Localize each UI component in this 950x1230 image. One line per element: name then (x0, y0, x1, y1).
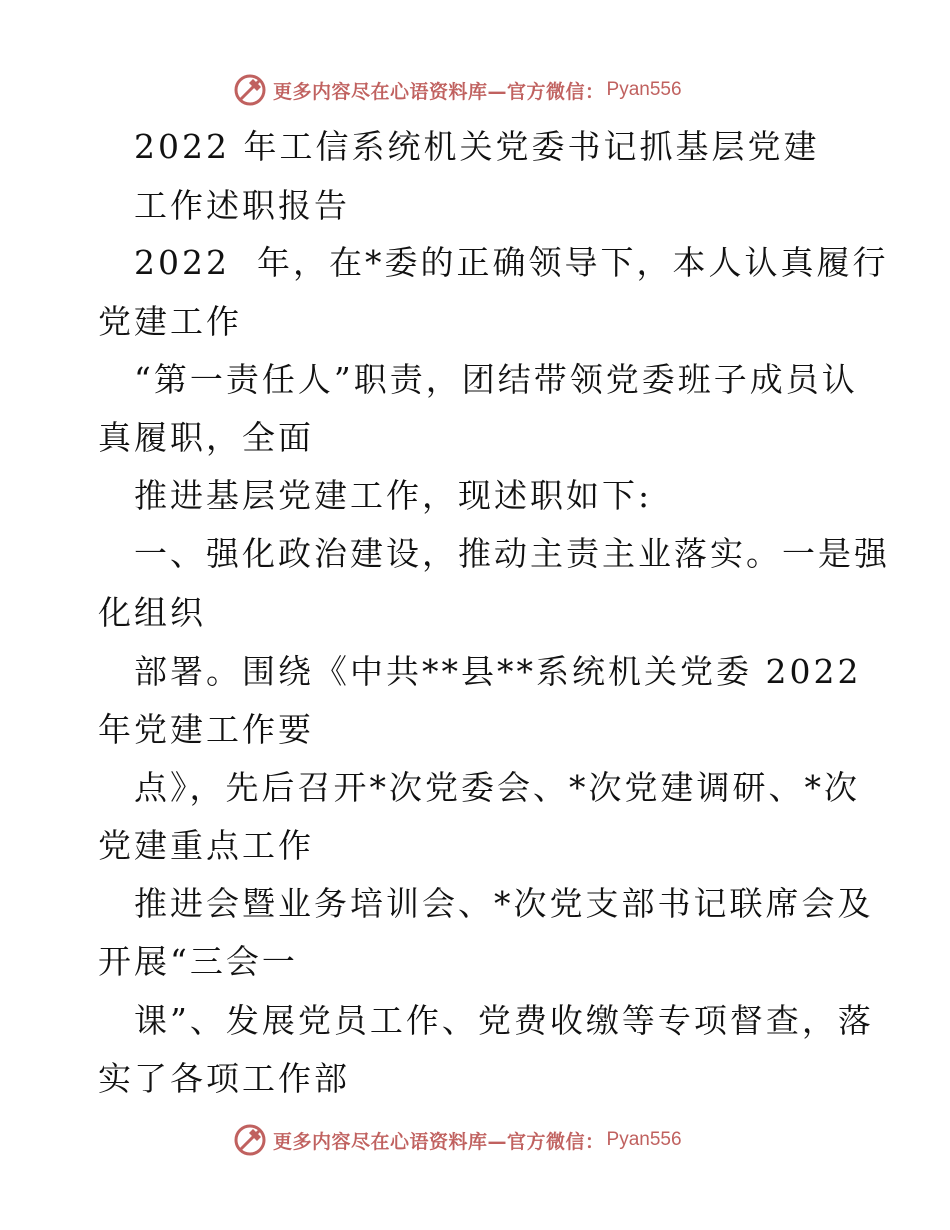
body-line: 真履职，全面 (98, 418, 314, 457)
footer-watermark-banner (233, 1120, 682, 1160)
header-watermark-banner (233, 70, 682, 110)
watermark-text: 更多内容尽在心语资料库—官方微信： (273, 1130, 605, 1153)
body-line: 推进基层党建工作，现述职如下: (134, 476, 653, 515)
logo-icon (233, 73, 267, 107)
body-line: 点》，先后召开*次党委会、*次党建调研、*次 (134, 768, 860, 807)
watermark-account: Pyan556 (606, 79, 682, 100)
body-line: 党建重点工作 (98, 826, 314, 865)
body-line: 开展“三会一 (98, 942, 298, 981)
body-line: 课”、发展党员工作、党费收缴等专项督查，落 (134, 1001, 874, 1040)
body-line: 一、强化政治建设，推动主责主业落实。一是强 (134, 534, 890, 573)
body-line: 实了各项工作部 (98, 1059, 350, 1098)
watermark-account: Pyan556 (606, 1129, 682, 1150)
body-line: 年党建工作要 (98, 710, 314, 749)
body-line: 党建工作 (98, 302, 242, 341)
body-line: 2022 年，在*委的正确领导下，本人认真履行 (134, 243, 889, 282)
logo-icon (233, 1123, 267, 1157)
watermark-text: 更多内容尽在心语资料库—官方微信： (273, 80, 605, 103)
body-line: 化组织 (98, 593, 206, 632)
body-line: 部署。围绕《中共**县**系统机关党委 2022 (134, 652, 862, 691)
body-line: 推进会暨业务培训会、*次党支部书记联席会及 (134, 884, 874, 923)
title-line-1: 2022 年工信系统机关党委书记抓基层党建 (134, 127, 820, 166)
body-line: “第一责任人”职责，团结带领党委班子成员认 (134, 360, 858, 399)
title-line-2: 工作述职报告 (134, 186, 350, 225)
